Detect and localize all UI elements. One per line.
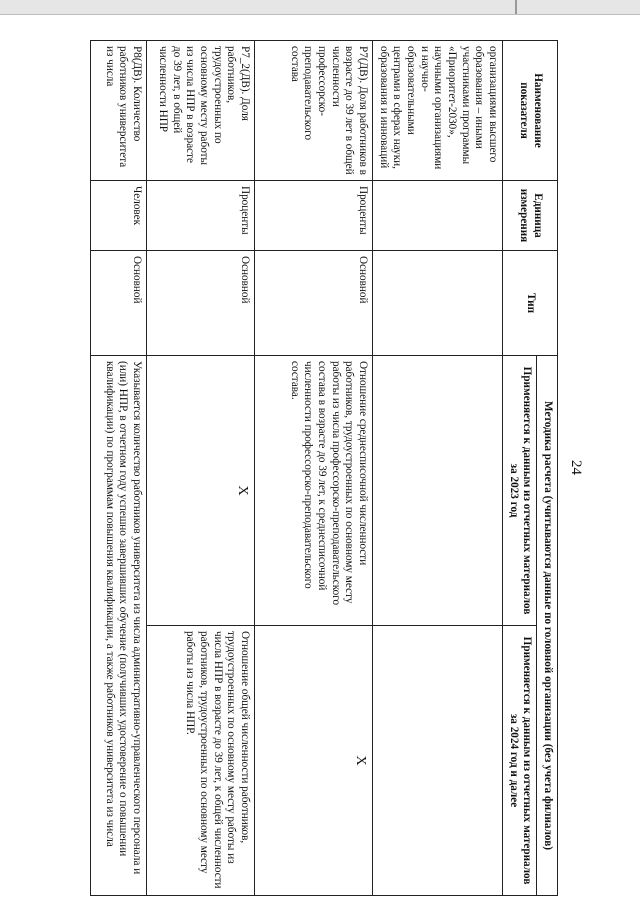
indicator-name-cell: Р8(ДВ). Количество работников университета из числа [91, 41, 147, 181]
table-row [91, 41, 147, 896]
indicator-name-cell: организациями высшего образования – иными участниками программы «Приоритет-2030», научными организациями и научно-образовательными центрами в сферах науки, образования и инноваций [373, 41, 503, 181]
method-2023-cell: Отношение среднесписочной численности работников, трудоустроенных по основному месту работы из числа профессорско-преподавательского состава в возрасте до 39 лет, к среднесписочной численности профессорско-преподавательского состава. [255, 356, 373, 626]
indicators-table [90, 40, 558, 896]
table-row [373, 41, 503, 896]
type-cell: Основной [255, 251, 373, 356]
header-type: Тип [503, 251, 558, 356]
table-row [255, 41, 373, 896]
scan-page-edge [0, 0, 640, 15]
scan-edge-mark [515, 0, 517, 14]
table-row [147, 41, 255, 896]
method-2023-cell [373, 356, 503, 626]
type-cell: Основной [147, 251, 255, 356]
unit-cell: Человек [91, 181, 147, 251]
header-unit: Единица измерения [503, 181, 558, 251]
indicator-name-cell: Р7_2(ДВ). Доля работников, трудоустроенных по основному месту работы из числа НПР в возрасте до 39 лет, в общей численности НПР [147, 41, 255, 181]
unit-cell [373, 181, 503, 251]
page-number: 24 [568, 460, 584, 475]
method-2024-cell [373, 626, 503, 896]
header-method-2024: Применяется к данным из отчетных материалов за 2024 год и далее [503, 626, 537, 896]
header-method: Методика расчета (учитываются данные по головной организации (без учета филиалов) [537, 356, 558, 896]
rotated-page [70, 40, 590, 895]
header-method-2023: Применяется к данным из отчетных материалов за 2023 год [503, 356, 537, 626]
unit-cell: Проценты [147, 181, 255, 251]
type-cell: Основной [91, 251, 147, 356]
indicator-name-cell: Р7(ДВ). Доля работников в возрасте до 39 лет в общей численности профессорско-преподавательского состава [255, 41, 373, 181]
header-name: Наименование показателя [503, 41, 558, 181]
method-2024-cell: X [255, 626, 373, 896]
unit-cell: Проценты [255, 181, 373, 251]
type-cell [373, 251, 503, 356]
method-2024-cell: Отношение общей численности работников, трудоустроенных по основному месту работы из числа НПР в возрасте до 39 лет, к общей численности работников, трудоустроенных по основному месту работы из числа НПР. [147, 626, 255, 896]
method-2023-cell: X [147, 356, 255, 626]
method-merged-cell: Указывается количество работников университета из числа административно-управленческого персонала и (или) НПР, в отчетном году успешно завершивших обучение (получивших удостоверение о повышении квалификации) по программам повышения квалификации, а также работников университета из числа [91, 356, 147, 896]
